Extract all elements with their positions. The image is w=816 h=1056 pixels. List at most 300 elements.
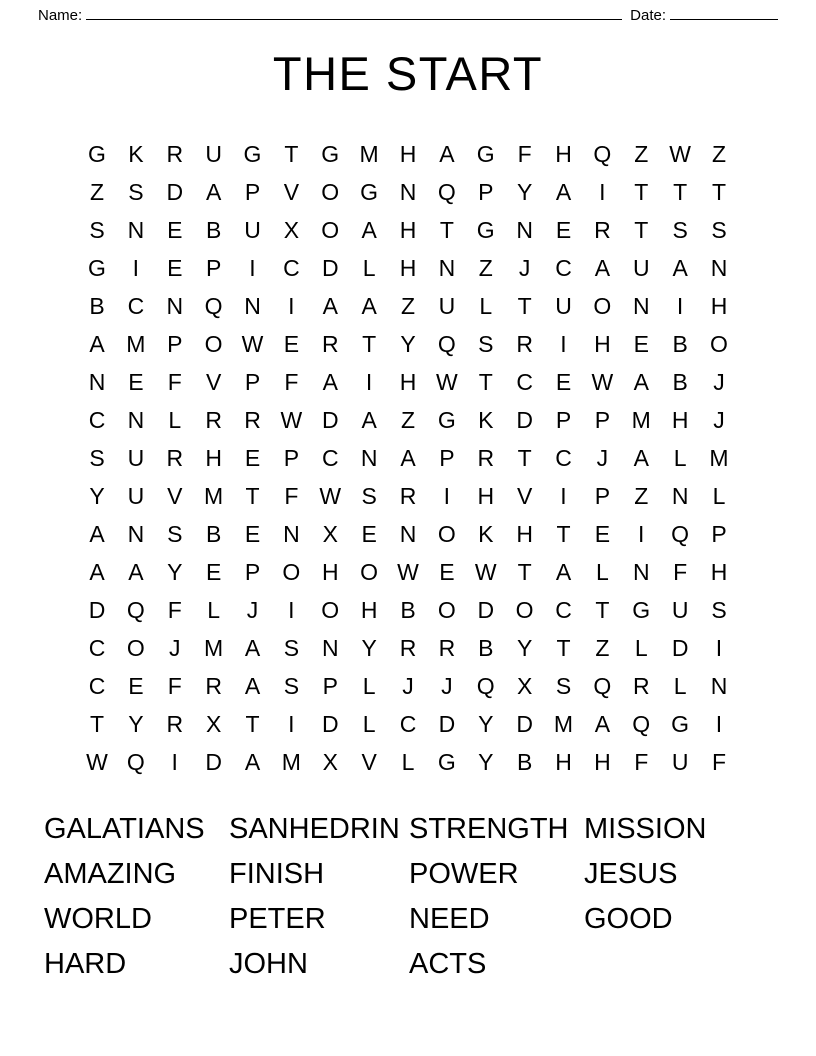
grid-cell[interactable]: E: [205, 559, 222, 585]
grid-cell[interactable]: Z: [89, 179, 105, 205]
grid-cell[interactable]: A: [361, 217, 377, 243]
grid-cell[interactable]: W: [86, 749, 108, 775]
grid-cell[interactable]: R: [399, 483, 417, 509]
grid-cell[interactable]: N: [399, 521, 417, 547]
grid-cell[interactable]: Y: [400, 331, 416, 357]
grid-cell[interactable]: E: [633, 331, 649, 357]
grid-cell[interactable]: U: [244, 217, 261, 243]
grid-cell[interactable]: P: [594, 483, 611, 509]
grid-cell[interactable]: O: [321, 179, 340, 205]
grid-cell[interactable]: O: [437, 521, 456, 547]
word-item[interactable]: ACTS: [409, 948, 487, 980]
grid-cell[interactable]: N: [516, 217, 533, 243]
grid-cell[interactable]: D: [438, 711, 456, 737]
grid-cell[interactable]: A: [439, 141, 455, 167]
grid-cell[interactable]: Q: [437, 331, 456, 357]
grid-cell[interactable]: F: [284, 369, 299, 395]
grid-cell[interactable]: X: [283, 217, 300, 243]
grid-cell[interactable]: F: [284, 483, 299, 509]
grid-cell[interactable]: A: [594, 255, 611, 281]
grid-cell[interactable]: H: [594, 331, 611, 357]
grid-cell[interactable]: R: [166, 445, 184, 471]
grid-cell[interactable]: C: [399, 711, 417, 737]
word-item[interactable]: POWER: [409, 858, 519, 890]
grid-cell[interactable]: Y: [478, 711, 494, 737]
grid-cell[interactable]: L: [634, 635, 648, 661]
word-search-grid[interactable]: [78, 135, 738, 781]
grid-cell[interactable]: E: [555, 369, 572, 395]
grid-cell[interactable]: I: [443, 483, 451, 509]
grid-cell[interactable]: A: [322, 369, 338, 395]
grid-cell[interactable]: E: [167, 217, 183, 243]
grid-cell[interactable]: C: [88, 673, 106, 699]
grid-cell[interactable]: Z: [595, 635, 610, 661]
grid-cell[interactable]: I: [599, 179, 606, 205]
grid-cell[interactable]: M: [204, 483, 224, 509]
grid-cell[interactable]: B: [516, 749, 533, 775]
grid-cell[interactable]: P: [478, 179, 494, 205]
grid-cell[interactable]: T: [673, 179, 688, 205]
grid-cell[interactable]: A: [244, 635, 261, 661]
grid-cell[interactable]: N: [127, 521, 145, 547]
grid-cell[interactable]: Q: [204, 293, 223, 319]
grid-cell[interactable]: N: [632, 559, 650, 585]
grid-cell[interactable]: C: [283, 255, 300, 281]
grid-cell[interactable]: P: [244, 369, 261, 395]
grid-cell[interactable]: I: [288, 597, 295, 623]
grid-cell[interactable]: E: [128, 673, 144, 699]
grid-cell[interactable]: O: [360, 559, 379, 585]
grid-cell[interactable]: T: [284, 141, 299, 167]
grid-cell[interactable]: R: [166, 711, 184, 737]
grid-cell[interactable]: T: [362, 331, 377, 357]
grid-cell[interactable]: G: [243, 141, 262, 167]
grid-cell[interactable]: S: [361, 483, 377, 509]
grid-cell[interactable]: G: [360, 179, 379, 205]
grid-cell[interactable]: D: [516, 407, 533, 433]
grid-cell[interactable]: U: [127, 483, 145, 509]
grid-cell[interactable]: Z: [634, 141, 649, 167]
grid-cell[interactable]: D: [671, 635, 689, 661]
grid-cell[interactable]: S: [167, 521, 183, 547]
grid-cell[interactable]: S: [283, 635, 300, 661]
grid-cell[interactable]: J: [596, 445, 609, 471]
grid-cell[interactable]: T: [595, 597, 610, 623]
grid-cell[interactable]: R: [244, 407, 261, 433]
grid-cell[interactable]: Q: [437, 179, 456, 205]
grid-cell[interactable]: Y: [516, 635, 533, 661]
grid-cell[interactable]: C: [555, 597, 572, 623]
grid-cell[interactable]: N: [88, 369, 106, 395]
grid-cell[interactable]: K: [478, 521, 494, 547]
grid-cell[interactable]: F: [634, 749, 649, 775]
grid-cell[interactable]: B: [672, 369, 688, 395]
grid-cell[interactable]: T: [245, 483, 260, 509]
grid-cell[interactable]: H: [516, 521, 533, 547]
grid-cell[interactable]: O: [710, 331, 728, 357]
grid-cell[interactable]: Y: [361, 635, 377, 661]
grid-cell[interactable]: Z: [478, 255, 493, 281]
grid-cell[interactable]: B: [672, 331, 688, 357]
grid-cell[interactable]: W: [319, 483, 342, 509]
grid-cell[interactable]: X: [516, 673, 533, 699]
grid-cell[interactable]: R: [399, 635, 417, 661]
grid-cell[interactable]: M: [204, 635, 224, 661]
grid-cell[interactable]: L: [401, 749, 415, 775]
grid-cell[interactable]: L: [595, 559, 609, 585]
grid-cell[interactable]: A: [89, 521, 105, 547]
grid-cell[interactable]: A: [633, 369, 649, 395]
grid-cell[interactable]: D: [321, 711, 339, 737]
grid-cell[interactable]: M: [709, 445, 729, 471]
grid-cell[interactable]: E: [283, 331, 300, 357]
grid-cell[interactable]: L: [362, 673, 376, 699]
grid-cell[interactable]: W: [241, 331, 264, 357]
word-item[interactable]: MISSION: [584, 813, 707, 845]
word-item[interactable]: WORLD: [44, 903, 152, 935]
grid-cell[interactable]: P: [439, 445, 455, 471]
grid-cell[interactable]: J: [713, 369, 725, 395]
grid-cell[interactable]: P: [322, 673, 338, 699]
grid-cell[interactable]: I: [715, 635, 723, 661]
grid-cell[interactable]: C: [127, 293, 145, 319]
grid-cell[interactable]: J: [402, 673, 414, 699]
grid-cell[interactable]: H: [555, 141, 572, 167]
word-item[interactable]: JOHN: [229, 948, 308, 980]
grid-cell[interactable]: V: [167, 483, 183, 509]
word-item[interactable]: STRENGTH: [409, 813, 569, 845]
grid-cell[interactable]: A: [89, 559, 105, 585]
grid-cell[interactable]: B: [205, 217, 222, 243]
grid-cell[interactable]: G: [632, 597, 651, 623]
grid-cell[interactable]: L: [712, 483, 726, 509]
grid-cell[interactable]: E: [555, 217, 572, 243]
grid-cell[interactable]: H: [671, 407, 689, 433]
grid-cell[interactable]: A: [555, 179, 572, 205]
grid-cell[interactable]: N: [710, 255, 728, 281]
grid-cell[interactable]: T: [89, 711, 105, 737]
grid-cell[interactable]: H: [710, 293, 728, 319]
grid-cell[interactable]: W: [669, 141, 691, 167]
grid-cell[interactable]: T: [245, 711, 260, 737]
grid-cell[interactable]: H: [399, 141, 417, 167]
grid-cell[interactable]: A: [400, 445, 416, 471]
grid-cell[interactable]: N: [166, 293, 184, 319]
grid-cell[interactable]: Z: [711, 141, 727, 167]
grid-cell[interactable]: T: [634, 179, 649, 205]
grid-cell[interactable]: A: [244, 673, 261, 699]
grid-cell[interactable]: T: [556, 521, 571, 547]
grid-cell[interactable]: Q: [593, 673, 612, 699]
grid-cell[interactable]: E: [361, 521, 377, 547]
grid-cell[interactable]: O: [126, 635, 145, 661]
grid-cell[interactable]: P: [205, 255, 222, 281]
grid-cell[interactable]: L: [168, 407, 182, 433]
grid-cell[interactable]: O: [437, 597, 456, 623]
grid-cell[interactable]: G: [437, 749, 456, 775]
grid-cell[interactable]: J: [441, 673, 453, 699]
grid-cell[interactable]: T: [711, 179, 727, 205]
grid-cell[interactable]: H: [399, 217, 417, 243]
grid-cell[interactable]: R: [321, 331, 339, 357]
grid-cell[interactable]: R: [632, 673, 650, 699]
grid-cell[interactable]: U: [127, 445, 145, 471]
grid-cell[interactable]: I: [132, 255, 140, 281]
grid-cell[interactable]: Z: [634, 483, 649, 509]
grid-cell[interactable]: A: [594, 711, 611, 737]
grid-cell[interactable]: J: [518, 255, 531, 281]
grid-cell[interactable]: B: [89, 293, 105, 319]
grid-cell[interactable]: M: [126, 331, 146, 357]
grid-cell[interactable]: H: [205, 445, 222, 471]
grid-cell[interactable]: E: [439, 559, 455, 585]
grid-cell[interactable]: S: [711, 597, 727, 623]
grid-cell[interactable]: I: [676, 293, 684, 319]
grid-cell[interactable]: J: [713, 407, 725, 433]
grid-cell[interactable]: C: [88, 635, 106, 661]
grid-cell[interactable]: I: [638, 521, 645, 547]
grid-cell[interactable]: B: [205, 521, 222, 547]
grid-cell[interactable]: R: [594, 217, 611, 243]
grid-cell[interactable]: A: [205, 179, 222, 205]
grid-cell[interactable]: P: [244, 559, 261, 585]
grid-cell[interactable]: W: [397, 559, 419, 585]
word-item[interactable]: HARD: [44, 948, 127, 980]
grid-cell[interactable]: L: [673, 445, 687, 471]
grid-cell[interactable]: M: [359, 141, 379, 167]
grid-cell[interactable]: T: [634, 217, 649, 243]
grid-cell[interactable]: J: [246, 597, 259, 623]
grid-cell[interactable]: V: [516, 483, 533, 509]
grid-cell[interactable]: W: [474, 559, 497, 585]
grid-cell[interactable]: N: [710, 673, 728, 699]
grid-cell[interactable]: H: [360, 597, 378, 623]
grid-cell[interactable]: A: [361, 293, 377, 319]
grid-cell[interactable]: H: [710, 559, 728, 585]
grid-cell[interactable]: T: [517, 293, 532, 319]
grid-cell[interactable]: S: [711, 217, 727, 243]
grid-cell[interactable]: N: [244, 293, 261, 319]
grid-cell[interactable]: M: [281, 749, 301, 775]
grid-cell[interactable]: Q: [671, 521, 690, 547]
grid-cell[interactable]: U: [438, 293, 456, 319]
grid-cell[interactable]: I: [171, 749, 178, 775]
grid-cell[interactable]: D: [477, 597, 495, 623]
grid-cell[interactable]: U: [671, 749, 689, 775]
grid-cell[interactable]: W: [436, 369, 458, 395]
grid-cell[interactable]: C: [516, 369, 533, 395]
grid-cell[interactable]: Q: [126, 749, 145, 775]
grid-cell[interactable]: A: [672, 255, 688, 281]
grid-cell[interactable]: X: [322, 521, 338, 547]
grid-cell[interactable]: A: [89, 331, 105, 357]
grid-cell[interactable]: V: [283, 179, 300, 205]
grid-cell[interactable]: X: [205, 711, 222, 737]
grid-cell[interactable]: C: [555, 445, 572, 471]
grid-cell[interactable]: R: [166, 141, 184, 167]
grid-cell[interactable]: G: [671, 711, 690, 737]
grid-cell[interactable]: S: [555, 673, 572, 699]
grid-cell[interactable]: M: [631, 407, 651, 433]
grid-cell[interactable]: S: [89, 217, 105, 243]
grid-cell[interactable]: X: [322, 749, 338, 775]
grid-cell[interactable]: T: [478, 369, 493, 395]
grid-cell[interactable]: N: [360, 445, 378, 471]
grid-cell[interactable]: R: [438, 635, 456, 661]
grid-cell[interactable]: P: [167, 331, 183, 357]
grid-cell[interactable]: O: [321, 597, 340, 623]
grid-cell[interactable]: I: [560, 331, 567, 357]
grid-cell[interactable]: T: [517, 559, 532, 585]
grid-cell[interactable]: H: [477, 483, 495, 509]
grid-cell[interactable]: G: [321, 141, 340, 167]
grid-cell[interactable]: A: [633, 445, 649, 471]
grid-cell[interactable]: J: [169, 635, 181, 661]
grid-cell[interactable]: C: [88, 407, 106, 433]
grid-cell[interactable]: D: [205, 749, 222, 775]
word-item[interactable]: PETER: [229, 903, 326, 935]
grid-cell[interactable]: H: [399, 255, 417, 281]
grid-cell[interactable]: E: [128, 369, 144, 395]
grid-cell[interactable]: E: [244, 445, 261, 471]
date-input-line[interactable]: [670, 6, 778, 20]
word-item[interactable]: GALATIANS: [44, 813, 205, 845]
grid-cell[interactable]: S: [89, 445, 105, 471]
grid-cell[interactable]: F: [517, 141, 532, 167]
grid-cell[interactable]: P: [555, 407, 572, 433]
grid-cell[interactable]: Y: [128, 711, 144, 737]
grid-cell[interactable]: U: [671, 597, 689, 623]
grid-cell[interactable]: A: [244, 749, 261, 775]
grid-cell[interactable]: S: [128, 179, 144, 205]
grid-cell[interactable]: T: [439, 217, 454, 243]
grid-cell[interactable]: P: [711, 521, 727, 547]
grid-cell[interactable]: D: [321, 407, 339, 433]
grid-cell[interactable]: N: [438, 255, 456, 281]
grid-cell[interactable]: I: [365, 369, 373, 395]
grid-cell[interactable]: Q: [126, 597, 145, 623]
grid-cell[interactable]: F: [167, 597, 182, 623]
grid-cell[interactable]: Q: [593, 141, 612, 167]
grid-cell[interactable]: G: [476, 141, 495, 167]
grid-cell[interactable]: N: [671, 483, 689, 509]
grid-cell[interactable]: B: [478, 635, 494, 661]
grid-cell[interactable]: L: [479, 293, 493, 319]
grid-cell[interactable]: S: [283, 673, 300, 699]
grid-cell[interactable]: V: [205, 369, 222, 395]
grid-cell[interactable]: E: [594, 521, 611, 547]
grid-cell[interactable]: G: [88, 255, 106, 281]
grid-cell[interactable]: Y: [167, 559, 183, 585]
grid-cell[interactable]: U: [205, 141, 222, 167]
grid-cell[interactable]: O: [204, 331, 223, 357]
grid-cell[interactable]: O: [282, 559, 301, 585]
grid-cell[interactable]: C: [555, 255, 572, 281]
grid-cell[interactable]: A: [361, 407, 377, 433]
grid-cell[interactable]: U: [632, 255, 650, 281]
grid-cell[interactable]: G: [88, 141, 106, 167]
grid-cell[interactable]: D: [516, 711, 533, 737]
grid-cell[interactable]: A: [128, 559, 144, 585]
grid-cell[interactable]: H: [555, 749, 572, 775]
grid-cell[interactable]: T: [556, 635, 571, 661]
grid-cell[interactable]: F: [673, 559, 688, 585]
grid-cell[interactable]: K: [478, 407, 494, 433]
grid-cell[interactable]: U: [555, 293, 572, 319]
grid-cell[interactable]: I: [288, 293, 295, 319]
grid-cell[interactable]: E: [167, 255, 183, 281]
grid-cell[interactable]: G: [437, 407, 456, 433]
grid-cell[interactable]: H: [399, 369, 417, 395]
grid-cell[interactable]: D: [88, 597, 106, 623]
grid-cell[interactable]: L: [362, 255, 376, 281]
grid-cell[interactable]: H: [321, 559, 339, 585]
grid-cell[interactable]: M: [553, 711, 574, 737]
grid-cell[interactable]: Y: [516, 179, 533, 205]
grid-cell[interactable]: S: [672, 217, 688, 243]
grid-cell[interactable]: W: [280, 407, 303, 433]
grid-cell[interactable]: C: [321, 445, 339, 471]
grid-cell[interactable]: Z: [400, 293, 416, 319]
grid-cell[interactable]: V: [361, 749, 377, 775]
grid-cell[interactable]: N: [127, 217, 145, 243]
word-item[interactable]: FINISH: [229, 858, 325, 890]
grid-cell[interactable]: H: [594, 749, 611, 775]
grid-cell[interactable]: O: [321, 217, 340, 243]
word-item[interactable]: JESUS: [584, 858, 678, 890]
grid-cell[interactable]: W: [591, 369, 614, 395]
grid-cell[interactable]: B: [400, 597, 416, 623]
grid-cell[interactable]: N: [632, 293, 650, 319]
grid-cell[interactable]: Z: [400, 407, 416, 433]
grid-cell[interactable]: I: [249, 255, 256, 281]
grid-cell[interactable]: P: [594, 407, 611, 433]
grid-cell[interactable]: O: [515, 597, 534, 623]
grid-cell[interactable]: L: [362, 711, 376, 737]
grid-cell[interactable]: F: [711, 749, 727, 775]
grid-cell[interactable]: R: [516, 331, 533, 357]
grid-cell[interactable]: N: [283, 521, 300, 547]
grid-cell[interactable]: N: [127, 407, 145, 433]
word-item[interactable]: AMAZING: [44, 858, 177, 890]
grid-cell[interactable]: G: [476, 217, 495, 243]
grid-cell[interactable]: S: [478, 331, 494, 357]
grid-cell[interactable]: R: [205, 673, 222, 699]
name-input-line[interactable]: [86, 6, 622, 20]
grid-cell[interactable]: L: [673, 673, 687, 699]
grid-cell[interactable]: A: [322, 293, 338, 319]
grid-cell[interactable]: R: [205, 407, 222, 433]
grid-cell[interactable]: Y: [89, 483, 105, 509]
grid-cell[interactable]: R: [477, 445, 495, 471]
grid-cell[interactable]: L: [207, 597, 221, 623]
grid-cell[interactable]: I: [288, 711, 295, 737]
grid-cell[interactable]: I: [715, 711, 723, 737]
grid-cell[interactable]: P: [283, 445, 300, 471]
grid-cell[interactable]: O: [593, 293, 612, 319]
grid-cell[interactable]: Q: [632, 711, 651, 737]
grid-cell[interactable]: Q: [476, 673, 495, 699]
word-item[interactable]: GOOD: [584, 903, 673, 935]
word-item[interactable]: SANHEDRIN: [229, 813, 400, 845]
grid-cell[interactable]: F: [167, 369, 182, 395]
grid-cell[interactable]: T: [517, 445, 532, 471]
grid-cell[interactable]: K: [128, 141, 144, 167]
grid-cell[interactable]: P: [244, 179, 261, 205]
grid-cell[interactable]: A: [555, 559, 572, 585]
grid-cell[interactable]: E: [244, 521, 261, 547]
grid-cell[interactable]: D: [166, 179, 184, 205]
